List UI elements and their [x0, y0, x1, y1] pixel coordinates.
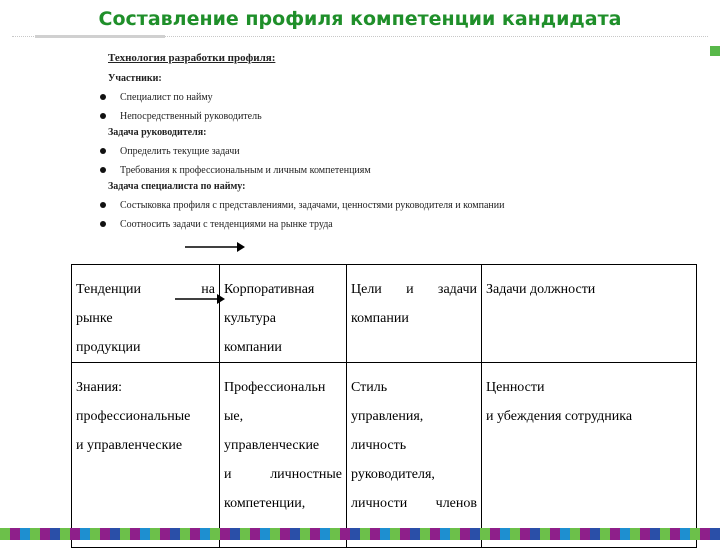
strip-segment: [140, 528, 150, 540]
corner-marker: [710, 46, 720, 56]
strip-segment: [340, 528, 350, 540]
strip-segment: [470, 528, 480, 540]
strip-segment: [410, 528, 420, 540]
strip-segment: [580, 528, 590, 540]
bullet-icon: [100, 221, 106, 227]
strip-segment: [230, 528, 240, 540]
table-row: [72, 265, 697, 363]
strip-segment: [200, 528, 210, 540]
table-cell: Корпоративная культура компании: [220, 265, 347, 363]
strip-segment: [490, 528, 500, 540]
list-item: Состыковка профиля с представлениями, задачами, ценностями руководителя и компании: [100, 196, 570, 215]
strip-segment: [700, 528, 710, 540]
table-cell: Ценности и убеждения сотрудника: [482, 363, 697, 548]
strip-segment: [170, 528, 180, 540]
strip-segment: [640, 528, 650, 540]
strip-segment: [400, 528, 410, 540]
table-cell: Знания: профессиональные и управленческие: [72, 363, 220, 548]
scanned-profile-technology: [100, 52, 570, 234]
competency-matrix-table: [71, 264, 697, 548]
strip-segment: [40, 528, 50, 540]
strip-segment: [0, 528, 10, 540]
list-item: Определить текущие задачи: [100, 142, 570, 161]
table-cell: Профессиональн ые, управленческие и личностные компетенции,: [220, 363, 347, 548]
table-cell: Задачи должности: [482, 265, 697, 363]
scan-heading: Технология разработки профиля:: [108, 52, 276, 64]
strip-segment: [220, 528, 230, 540]
strip-segment: [630, 528, 640, 540]
strip-segment: [90, 528, 100, 540]
strip-segment: [360, 528, 370, 540]
strip-segment: [370, 528, 380, 540]
strip-segment: [350, 528, 360, 540]
title-divider-accent: [35, 35, 165, 38]
strip-segment: [570, 528, 580, 540]
strip-segment: [270, 528, 280, 540]
strip-segment: [10, 528, 20, 540]
bullet-icon: [100, 148, 106, 154]
bullet-icon: [100, 113, 106, 119]
bullet-icon: [100, 94, 106, 100]
strip-segment: [520, 528, 530, 540]
strip-segment: [650, 528, 660, 540]
strip-segment: [600, 528, 610, 540]
strip-segment: [280, 528, 290, 540]
list-item: Непосредственный руководитель: [100, 107, 570, 126]
strip-segment: [20, 528, 30, 540]
strip-segment: [180, 528, 190, 540]
strip-segment: [500, 528, 510, 540]
arrow-right-icon: [185, 240, 245, 254]
list-item: Требования к профессиональным и личным компетенциям: [100, 161, 570, 180]
strip-segment: [660, 528, 670, 540]
strip-segment: [480, 528, 490, 540]
strip-segment: [610, 528, 620, 540]
strip-segment: [380, 528, 390, 540]
strip-segment: [620, 528, 630, 540]
slide-title: Составление профиля компетенции кандидата: [98, 8, 622, 30]
strip-segment: [160, 528, 170, 540]
strip-segment: [680, 528, 690, 540]
strip-segment: [590, 528, 600, 540]
strip-segment: [290, 528, 300, 540]
strip-segment: [460, 528, 470, 540]
bullet-icon: [100, 167, 106, 173]
bullet-icon: [100, 202, 106, 208]
strip-segment: [130, 528, 140, 540]
strip-segment: [690, 528, 700, 540]
strip-segment: [260, 528, 270, 540]
strip-segment: [30, 528, 40, 540]
strip-segment: [420, 528, 430, 540]
strip-segment: [210, 528, 220, 540]
list-item: Специалист по найму: [100, 88, 570, 107]
strip-segment: [300, 528, 310, 540]
table-row: [72, 363, 697, 548]
strip-segment: [710, 528, 720, 540]
strip-segment: [110, 528, 120, 540]
list-item: Соотносить задачи с тенденциями на рынке труда: [100, 215, 570, 234]
strip-segment: [530, 528, 540, 540]
strip-segment: [70, 528, 80, 540]
strip-segment: [330, 528, 340, 540]
strip-segment: [60, 528, 70, 540]
strip-segment: [80, 528, 90, 540]
table-cell: Стиль управления, личность руководителя, личности членов: [347, 363, 482, 548]
participants-title: Участники:: [108, 73, 162, 84]
manager-task-title: Задача руководителя:: [108, 127, 207, 138]
strip-segment: [550, 528, 560, 540]
strip-segment: [150, 528, 160, 540]
strip-segment: [560, 528, 570, 540]
strip-segment: [430, 528, 440, 540]
strip-segment: [510, 528, 520, 540]
strip-segment: [450, 528, 460, 540]
strip-segment: [120, 528, 130, 540]
table-cell: Тенденции на рынке продукции: [72, 265, 220, 363]
strip-segment: [190, 528, 200, 540]
strip-segment: [250, 528, 260, 540]
strip-segment: [670, 528, 680, 540]
strip-segment: [310, 528, 320, 540]
table-cell: Цели и задачи компании: [347, 265, 482, 363]
strip-segment: [390, 528, 400, 540]
strip-segment: [50, 528, 60, 540]
strip-segment: [100, 528, 110, 540]
decorative-bottom-strip: [0, 528, 720, 540]
strip-segment: [440, 528, 450, 540]
strip-segment: [320, 528, 330, 540]
strip-segment: [240, 528, 250, 540]
strip-segment: [540, 528, 550, 540]
specialist-task-title: Задача специалиста по найму:: [108, 181, 246, 192]
